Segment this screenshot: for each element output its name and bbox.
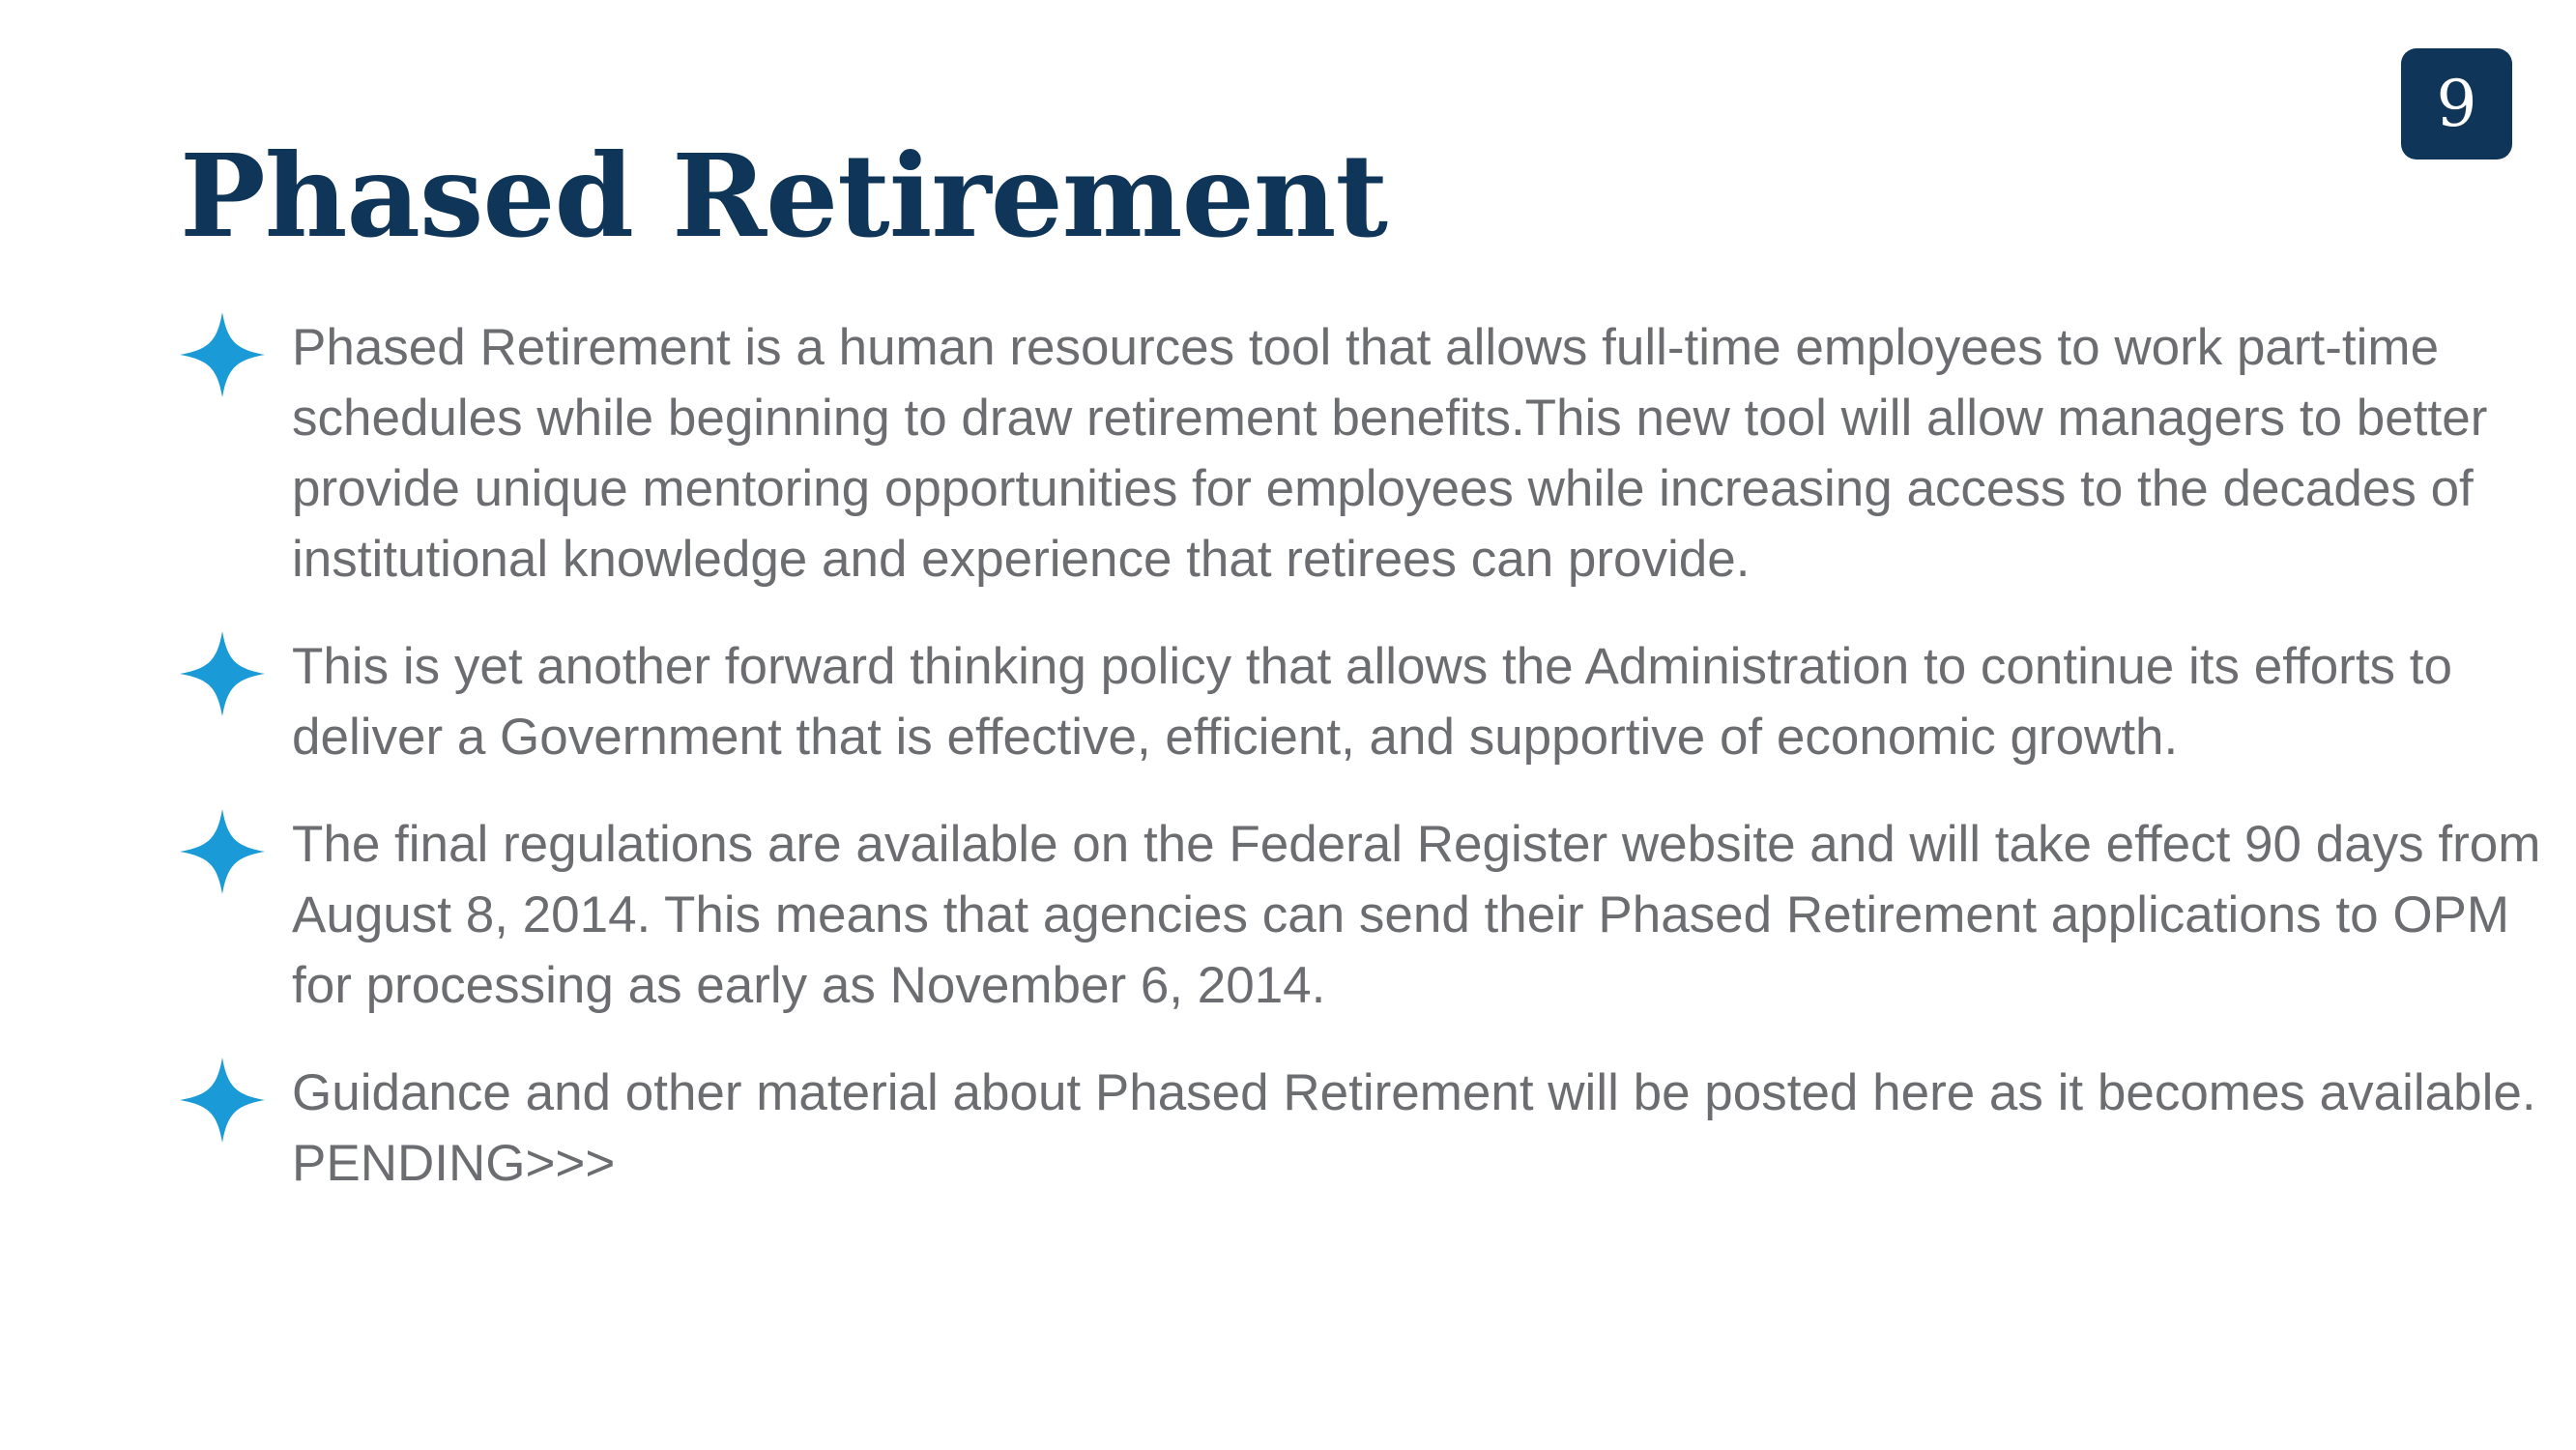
bullet-text: Guidance and other material about Phased Retirement will be posted here as it becomes available. PENDING>>> <box>292 1064 2536 1192</box>
four-point-star-icon <box>180 631 265 716</box>
bullet-item <box>180 809 2541 1021</box>
four-point-star-icon <box>180 1058 265 1143</box>
page-number-badge: 9 <box>2401 48 2512 160</box>
bullet-text: The final regulations are available on the Federal Register website and will take effect 90 days from August 8, 2014. This means that agencies can send their Phased Retirement applications to OPM for processing as early as November 6, 2014. <box>292 816 2541 1014</box>
bullet-item <box>180 631 2452 772</box>
slide-title: Phased Retirement <box>180 129 1388 263</box>
bullet-text: Phased Retirement is a human resources tool that allows full-time employees to work part-time schedules while beginning to draw retirement benefits.This new tool will allow managers to better provide unique mentoring opportunities for employees while increasing access to the decades of institutional knowledge and experience that retirees can provide. <box>292 319 2488 588</box>
bullet-item <box>180 312 2488 594</box>
four-point-star-icon <box>180 809 265 894</box>
bullet-text: This is yet another forward thinking policy that allows the Administration to continue its efforts to deliver a Government that is effective, efficient, and supportive of economic growth. <box>292 638 2452 766</box>
bullet-list <box>180 312 2541 1235</box>
four-point-star-icon <box>180 312 265 397</box>
bullet-item <box>180 1058 2536 1199</box>
